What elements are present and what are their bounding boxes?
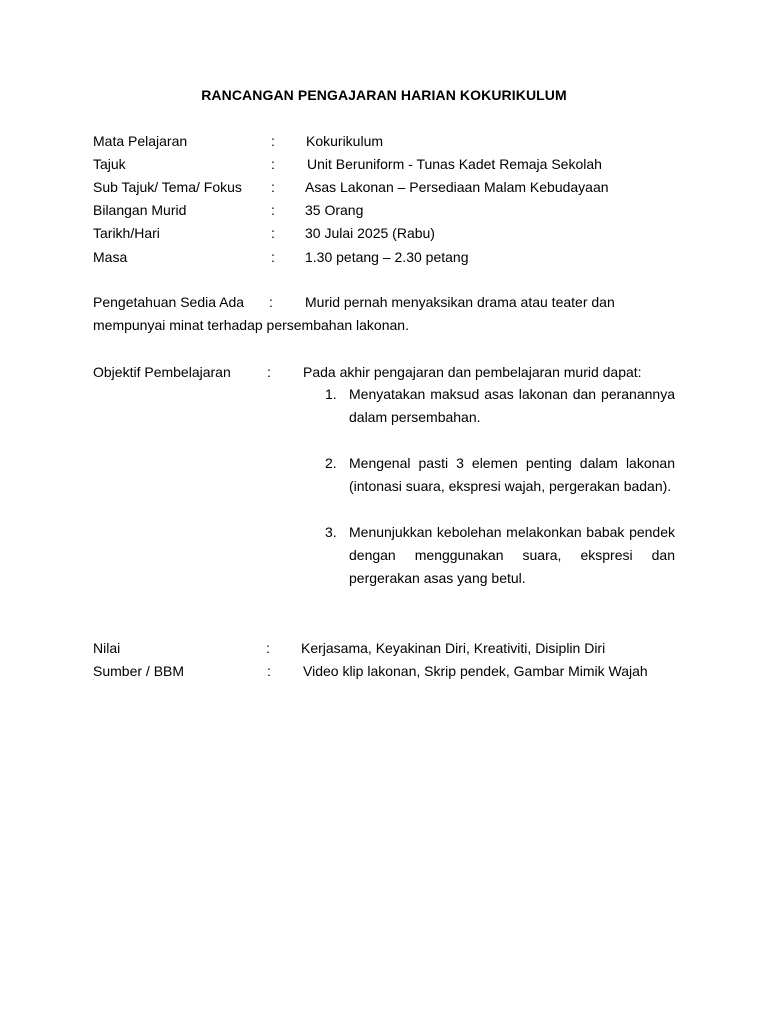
resources-value: Video klip lakonan, Skrip pendek, Gambar Mimik Wajah [303,663,648,679]
objectives-list [325,383,675,613]
objective-text: Menyatakan maksud asas lakonan dan peranannya dalam persembahan. [349,386,675,425]
prior-knowledge-label: Pengetahuan Sedia Ada [93,294,245,310]
objectives-colon: : [267,364,271,380]
info-value: 35 Orang [305,202,364,218]
values-label: Nilai [93,640,121,656]
objectives-label: Objektif Pembelajaran [93,364,231,380]
resources-label: Sumber / BBM [93,663,185,679]
objective-item [325,383,675,429]
info-colon: : [271,179,275,195]
document-title: RANCANGAN PENGAJARAN HARIAN KOKURIKULUM [201,87,567,103]
objective-number: 1. [325,386,337,402]
objective-item [325,521,675,590]
values-colon: : [266,640,270,656]
info-label: Mata Pelajaran [93,133,188,149]
objective-text: Mengenal pasti 3 elemen penting dalam lakonan (intonasi suara, ekspresi wajah, pergerakan badan). [349,455,675,494]
prior-knowledge-colon: : [269,294,273,310]
info-colon: : [271,133,275,149]
objectives-intro: Pada akhir pengajaran dan pembelajaran murid dapat: [303,364,642,380]
prior-knowledge-continuation: mempunyai minat terhadap persembahan lakonan. [93,317,409,333]
info-colon: : [271,225,275,241]
resources-colon: : [267,663,271,679]
info-value: Unit Beruniform - Tunas Kadet Remaja Sekolah [307,156,602,172]
prior-knowledge-value: Murid pernah menyaksikan drama atau teater dan [305,294,615,310]
info-value: 30 Julai 2025 (Rabu) [305,225,435,241]
info-value: Asas Lakonan – Persediaan Malam Kebudayaan [305,179,609,195]
info-label: Masa [93,249,128,265]
info-value: Kokurikulum [306,133,384,149]
info-label: Sub Tajuk/ Tema/ Fokus [93,179,242,195]
objective-number: 2. [325,455,337,471]
objective-item [325,452,675,498]
info-label: Bilangan Murid [93,202,187,218]
info-value: 1.30 petang – 2.30 petang [305,249,469,265]
info-colon: : [271,202,275,218]
info-label: Tajuk [93,156,126,172]
objective-number: 3. [325,524,337,540]
values-value: Kerjasama, Keyakinan Diri, Kreativiti, Disiplin Diri [301,640,606,656]
info-colon: : [271,156,275,172]
info-label: Tarikh/Hari [93,225,160,241]
info-colon: : [271,249,275,265]
objective-text: Menunjukkan kebolehan melakonkan babak pendek dengan menggunakan suara, ekspresi dan pergerakan asas yang betul. [349,524,675,586]
